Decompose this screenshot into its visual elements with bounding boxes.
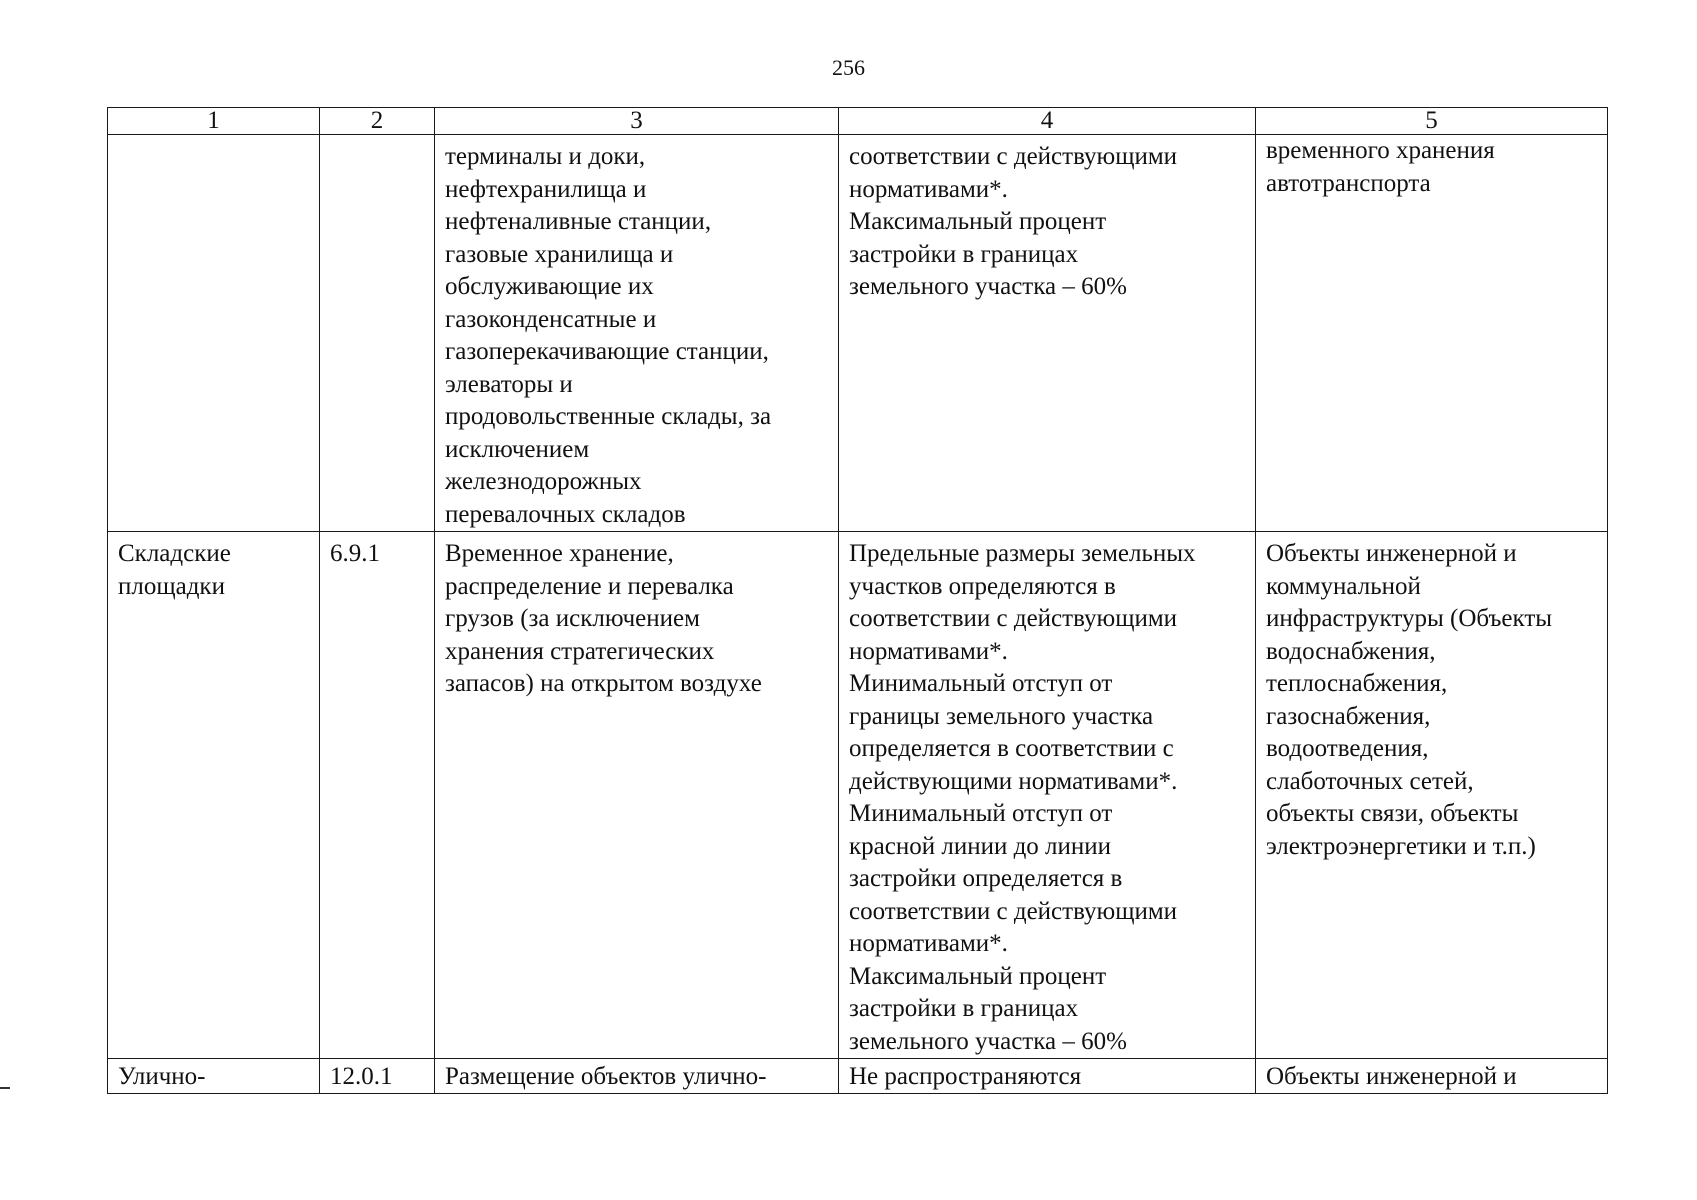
page-number: 256 (832, 55, 865, 80)
parameters-cell: Не распространяются (839, 1059, 1256, 1094)
description-cell: Размещение объектов улично- (435, 1059, 839, 1094)
land-use-table (107, 107, 1608, 1094)
use-type-cell: Улично- (108, 1059, 320, 1094)
table-row (108, 532, 1608, 1059)
description-cell: терминалы и доки, нефтехранилища и нефтеналивные станции, газовые хранилища и обслуживающие их газоконденсатные и газоперекачивающие станции, элеваторы и продовольственные склады, за исключением железнодорожных перевалочных складов (435, 135, 839, 532)
scan-edge-mark (0, 1087, 10, 1089)
parameters-cell: соответствии с действующими нормативами*. Максимальный процент застройки в границах земельного участка – 60% (839, 135, 1256, 532)
auxiliary-uses-cell: временного хранения автотранспорта (1256, 135, 1608, 532)
description-cell: Временное хранение, распределение и перевалка грузов (за исключением хранения стратегических запасов) на открытом воздухе (435, 532, 839, 1059)
table-row (108, 1059, 1608, 1094)
table-header-row (108, 108, 1608, 135)
column-header-1: 1 (108, 108, 320, 135)
parameters-cell: Предельные размеры земельных участков определяются в соответствии с действующими нормативами*. Минимальный отступ от границы земельного участка определяется в соответствии с действующими нормативами*. Минимальный отступ от красной линии до линии застройки определяется в соответствии с действующими нормативами*. Максимальный процент застройки в границах земельного участка – 60% (839, 532, 1256, 1059)
column-header-3: 3 (435, 108, 839, 135)
column-header-5: 5 (1256, 108, 1608, 135)
code-cell (320, 135, 435, 532)
code-cell: 6.9.1 (320, 532, 435, 1059)
use-type-cell: Складские площадки (108, 532, 320, 1059)
column-header-4: 4 (839, 108, 1256, 135)
use-type-cell (108, 135, 320, 532)
auxiliary-uses-cell: Объекты инженерной и (1256, 1059, 1608, 1094)
auxiliary-uses-cell: Объекты инженерной и коммунальной инфраструктуры (Объекты водоснабжения, теплоснабжения, газоснабжения, водоотведения, слаботочных сетей, объекты связи, объекты электроэнергетики и т.п.) (1256, 532, 1608, 1059)
table-row (108, 135, 1608, 532)
code-cell: 12.0.1 (320, 1059, 435, 1094)
column-header-2: 2 (320, 108, 435, 135)
